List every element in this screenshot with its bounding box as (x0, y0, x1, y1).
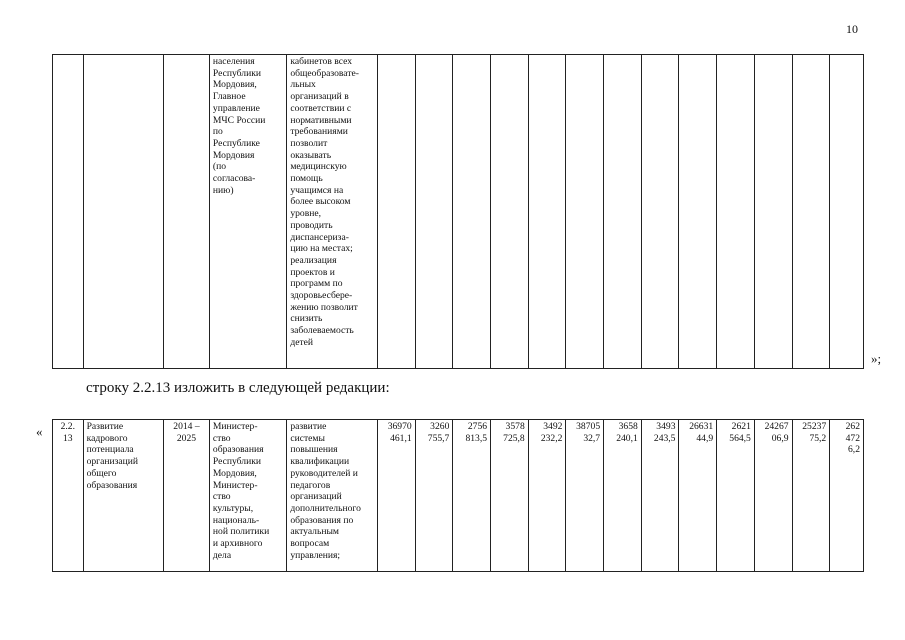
cell-text-line: Министер- (212, 479, 258, 491)
cell-value (604, 420, 642, 572)
cell-value-line: 26631 (689, 421, 714, 432)
cell-value (528, 420, 566, 572)
cell-value-line: 44,9 (696, 432, 714, 444)
cell-value-line: 232,2 (540, 432, 563, 444)
cell-text-line: ство (212, 432, 231, 444)
cell-value (679, 55, 717, 369)
cell-value (566, 55, 604, 369)
cell-text-line: квалификации (290, 456, 350, 468)
instruction-text: строку 2.2.13 изложить в следующей редакции: (86, 380, 390, 396)
cell-value-line: 38705 (576, 421, 601, 432)
cell-value-line: 813,5 (465, 432, 488, 444)
cell-text-line: населения (212, 56, 255, 67)
cell-text-line: Республики (212, 67, 262, 79)
cell-value-line: 3578 (505, 421, 525, 432)
cell-text-line: учащимся на (290, 184, 344, 196)
cell-text-line: 2014 – (173, 421, 200, 432)
cell-text-line: (по (212, 161, 227, 173)
cell-text-line: программ по (290, 278, 343, 290)
cell-text-line: развитие (290, 421, 327, 432)
cell-text-line: оказывать (290, 149, 332, 161)
cell-value-line: 25237 (802, 421, 827, 432)
cell-text-line: требованиями (290, 126, 348, 138)
cell-text-line: ной политики (212, 526, 270, 538)
cell-value (528, 55, 566, 369)
cell-text-line: Республике (212, 137, 260, 149)
cell-text-line: более высоком (290, 196, 351, 208)
program-table-continuation (52, 54, 864, 369)
cell-text-line: образования (212, 444, 264, 456)
cell-value (377, 420, 415, 572)
cell-value (830, 55, 864, 369)
cell-text-line: и архивного (212, 538, 263, 550)
cell-value (453, 420, 491, 572)
cell-value (641, 55, 679, 369)
cell-value-line: 32,7 (583, 432, 601, 444)
cell-text-line: образования по (290, 514, 354, 526)
cell-text-line: льных (290, 79, 316, 91)
cell-executors (209, 420, 286, 572)
cell-value-line: 461,1 (390, 432, 412, 444)
cell-value-line: 06,9 (771, 432, 789, 444)
cell-text-line: общего (86, 467, 117, 479)
cell-value (717, 420, 755, 572)
cell-text-line: руководителей и (290, 467, 358, 479)
cell-text-line: реализация (290, 254, 337, 266)
cell-value-line: 2621 (731, 421, 751, 432)
cell-text-line: 2.2. (60, 421, 75, 432)
cell-text-line: позволит (290, 137, 328, 149)
cell-text-line: актуальным (290, 526, 339, 538)
cell-text-line: нию) (212, 184, 234, 196)
opening-quote: « (36, 424, 43, 439)
cell-text-line: Мордовия, (212, 79, 257, 91)
cell-text-line: нормативными (290, 114, 352, 126)
cell-value (679, 420, 717, 572)
cell-value-line: 243,5 (653, 432, 676, 444)
cell-text-line: диспансеризa- (290, 231, 349, 243)
cell-text-line: вопросам (290, 538, 330, 550)
cell-text-line: педагогов (290, 479, 331, 491)
cell-text-line: Мордовия (212, 149, 255, 161)
cell-text-line: жению позволит (290, 301, 358, 313)
cell-value (717, 55, 755, 369)
cell-text-line: 2025 (176, 432, 197, 444)
cell-value-line: 472 (845, 432, 860, 444)
program-table-row-2-2-13 (52, 419, 864, 572)
cell-text-line: МЧС России (212, 114, 266, 126)
cell-text-line: цию на местах; (290, 243, 353, 255)
cell-period (164, 55, 210, 369)
cell-number (53, 55, 84, 369)
cell-text-line: уровне, (290, 208, 322, 220)
cell-text-line: организаций (86, 456, 139, 468)
cell-value-line: 36970 (387, 421, 412, 432)
cell-text-line: повышения (290, 444, 338, 456)
cell-value (641, 420, 679, 572)
cell-value-line: 564,5 (729, 432, 751, 444)
cell-value (491, 420, 529, 572)
cell-value-line: 6,2 (848, 444, 860, 456)
cell-text-line: медицинскую (290, 161, 347, 173)
cell-result (287, 55, 378, 369)
cell-value (830, 420, 864, 572)
closing-quote: »; (871, 351, 882, 366)
cell-text-line: по (212, 126, 223, 138)
cell-value-line: 3658 (618, 421, 638, 432)
cell-text-line: помощь (290, 173, 323, 185)
cell-text-line: соответствии с (290, 102, 352, 114)
cell-text-line: образования (86, 479, 138, 491)
cell-text-line: потенциала (86, 444, 134, 456)
cell-value-line: 75,2 (809, 432, 827, 444)
cell-text-line: кадрового (86, 432, 128, 444)
cell-text-line: заболеваемость (290, 325, 354, 337)
cell-number (53, 420, 84, 572)
cell-text-line: согласова- (212, 173, 256, 185)
cell-text-line: ство (212, 491, 231, 503)
cell-text-line: Главное (212, 91, 246, 103)
cell-text-line: управление (212, 102, 260, 114)
cell-executors (209, 55, 286, 369)
cell-text-line: Республики (212, 456, 262, 468)
cell-value (604, 55, 642, 369)
cell-value (792, 420, 830, 572)
cell-value (566, 420, 604, 572)
cell-value-line: 24267 (764, 421, 789, 432)
cell-text-line: культуры, (212, 502, 254, 514)
cell-name (83, 55, 163, 369)
cell-text-line: дополнительного (290, 502, 361, 514)
cell-text-line: 13 (62, 432, 73, 444)
page-number: 10 (846, 22, 858, 36)
cell-text-line: проводить (290, 219, 333, 231)
cell-text-line: дела (212, 549, 232, 561)
cell-value (792, 55, 830, 369)
cell-name (83, 420, 163, 572)
cell-value-line: 3260 (430, 421, 450, 432)
cell-value-line: 755,7 (427, 432, 450, 444)
cell-text-line: организаций (290, 491, 342, 503)
cell-text-line: здоровьесбере- (290, 290, 353, 302)
cell-value (491, 55, 529, 369)
cell-value (754, 420, 792, 572)
cell-text-line: Министер- (212, 421, 258, 432)
cell-text-line: управления; (290, 549, 341, 561)
cell-text-line: националь- (212, 514, 260, 526)
cell-text-line: Развитие (86, 421, 124, 432)
cell-value-line: 725,8 (503, 432, 525, 444)
cell-text-line: снизить (290, 313, 323, 325)
cell-value-line: 240,1 (616, 432, 638, 444)
cell-text-line: детей (290, 336, 314, 348)
cell-value (453, 55, 491, 369)
cell-text-line: системы (290, 432, 325, 444)
cell-text-line: организаций в (290, 91, 349, 103)
cell-value (415, 420, 453, 572)
cell-value-line: 262 (845, 421, 860, 432)
cell-value-line: 3493 (656, 421, 676, 432)
cell-result (287, 420, 378, 572)
cell-text-line: кабинетов всех (290, 56, 353, 67)
cell-text-line: общеобразовате- (290, 67, 359, 79)
cell-value (377, 55, 415, 369)
cell-value-line: 3492 (543, 421, 563, 432)
cell-value (754, 55, 792, 369)
cell-text-line: Мордовия, (212, 467, 257, 479)
cell-value (415, 55, 453, 369)
cell-period (164, 420, 210, 572)
cell-value-line: 2756 (467, 421, 488, 432)
cell-text-line: проектов и (290, 266, 335, 278)
